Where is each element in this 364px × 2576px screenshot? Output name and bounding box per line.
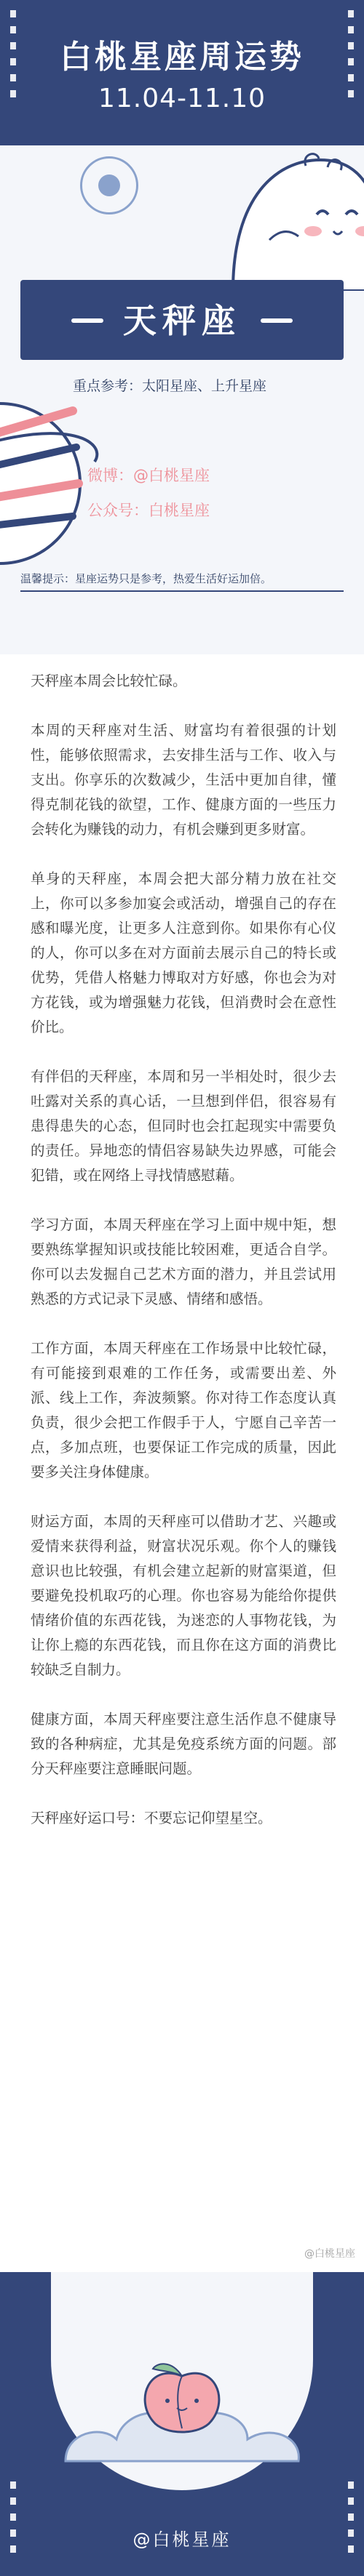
zodiac-sign-title: 天秤座 [123,301,241,340]
paragraph-health: 健康方面，本周天秤座要注意生活作息不健康导致的各种病症，尤其是免疫系统方面的问题。部分天秤座要注意睡眠问题。 [31,1711,336,1777]
focus-reference: 重点参考：太阳星座、上升星座 [73,378,267,394]
page-title: 白桃星座周运势 [60,39,304,76]
paragraph-overview: 本周的天秤座对生活、财富均有着很强的计划性，能够依照需求，去安排生活与工作、收入与支出。你享乐的次数减少，生活中更加自律，懂得克制花钱的欲望，工作、健康方面的一些压力会转化为赚钱的动力，有机会赚到更多财富。 [31,722,336,838]
paragraph-intro: 天秤座本周会比较忙碌。 [31,673,187,689]
divider [20,590,344,592]
paragraph-partnered: 有伴侣的天秤座，本周和另一半相处时，很少去吐露对关系的真心话，一旦想到伴侣，很容易有患得患失的心态，但同时也会扛起现实中需要负的责任。异地恋的情侣容易缺失边界感，可能会犯错，或在网络上寻找情感慰藉。 [31,1068,336,1184]
paragraph-work: 工作方面，本周天秤座在工作场景中比较忙碌，有可能接到艰难的工作任务，或需要出差、外派、线上工作，奔波频繁。你对待工作态度认真负责，很少会把工作假手于人，宁愿自己辛苦一点，多加点班，也要保证工作完成的质量，因此要多关注身体健康。 [31,1340,336,1480]
banner-dash [261,318,293,323]
paragraph-slogan: 天秤座好运口号：不要忘记仰望星空。 [31,1810,272,1826]
sun-core-icon [98,174,120,196]
header-poster [0,0,364,654]
title-band [0,0,364,145]
contact-info [87,458,210,528]
date-range: 11.04-11.10 [98,84,266,113]
paragraph-study: 学习方面，本周天秤座在学习上面中规中矩，想要熟练掌握知识或技能比较困难，更适合自学。你可以去发掘自己艺术方面的潜力，并且尝试用熟悉的方式记录下灵感、情绪和感悟。 [31,1216,336,1307]
watermark: @白桃星座 [304,2248,355,2260]
horoscope-content [31,669,336,1855]
footer [0,2272,364,2576]
paragraph-single: 单身的天秤座，本周会把大部分精力放在社交上，你可以多参加宴会或活动，增强自己的存在感和曝光度，让更多人注意到你。如果你有心仪的人，你可以多在对方面前去展示自己的特长或优势，凭借人格魅力博取对方好感，你也会为对方花钱，或为增强魅力花钱，但消费时会在意性价比。 [31,870,336,1035]
peach-icon [135,2356,229,2443]
footer-brand: @白桃星座 [132,2529,232,2550]
sign-banner [20,280,344,360]
paragraph-wealth: 财运方面，本周的天秤座可以借助才艺、兴趣或爱情来获得利益，财富状况乐观。你个人的赚钱意识也比较强，有机会建立起新的财富渠道，但要避免投机取巧的心理。你也容易为能给你提供情绪价值的东西花钱，为迷恋的人事物花钱，为让你上瘾的东西花钱，而且你在这方面的消费比较缺乏自制力。 [31,1513,336,1678]
mascot-ghost-icon [218,145,364,291]
wechat-account: 公众号：白桃星座 [87,502,210,519]
tips-text: 温馨提示：星座运势只是参考，热爱生活好运加倍。 [20,572,272,585]
weibo-handle: 微博：@白桃星座 [87,467,210,484]
